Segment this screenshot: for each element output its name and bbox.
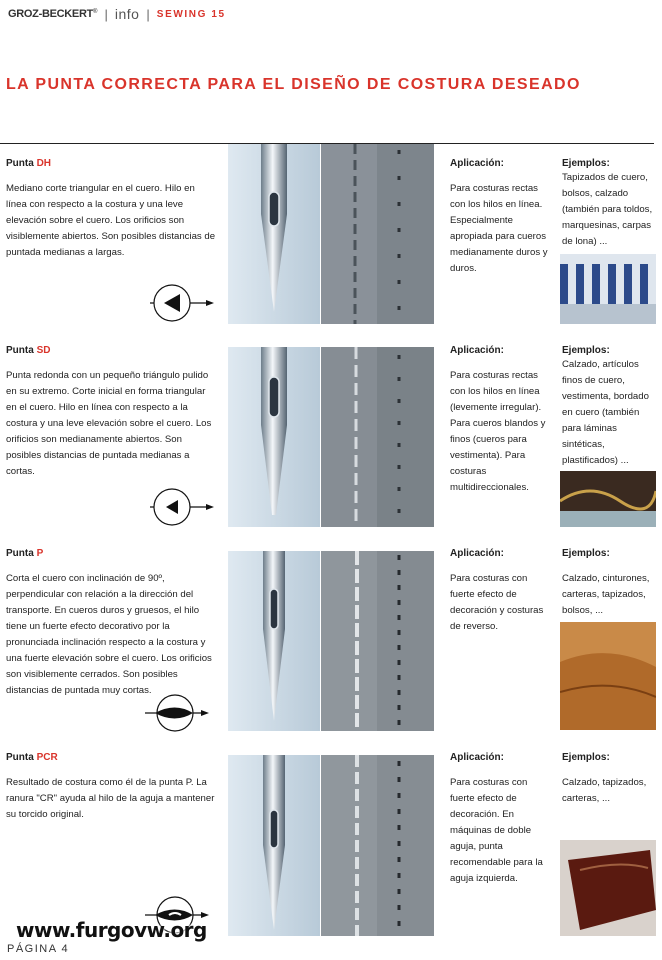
leather-seam-image — [321, 551, 434, 731]
leather-seam-image — [321, 347, 434, 527]
section-dh — [0, 144, 662, 326]
section-sd — [0, 331, 662, 527]
header-series: SEWING 15 — [156, 8, 226, 20]
point-description: Punta redonda con un pequeño triángulo pulido en su extremo. Corte inicial en forma triangular en el cuero. Hilo en línea con respecto a la costura y una leve elevación sobre el cuero. Los orificios son medianamente abiertos. Son posibles distancias de puntada medianas a cortas. — [6, 370, 212, 477]
application-label: Aplicación: — [450, 548, 504, 559]
application-text: Para costuras rectas con los hilos en línea (levemente irregular). Para cueros blandos y finos (cueros para vestimenta). Para costuras multidireccionales. — [450, 370, 546, 493]
brand-logo: GROZ-BECKERT — [8, 8, 94, 20]
application-label: Aplicación: — [450, 752, 504, 763]
header-separator: | — [104, 6, 108, 22]
awning-photo — [560, 254, 656, 324]
cut-symbol-lens-icon — [145, 692, 209, 734]
examples-label: Ejemplos: — [562, 752, 610, 763]
application-text: Para costuras rectas con los hilos en línea. Especialmente apropiada para cueros medianamente duros y duros. — [450, 183, 548, 274]
cut-symbol-triangle-icon — [150, 282, 214, 324]
leather-seam-image — [321, 755, 434, 936]
needle-image — [228, 347, 320, 527]
examples-label: Ejemplos: — [562, 548, 610, 559]
leather-embroidery-photo — [560, 471, 656, 527]
page-header — [8, 6, 226, 22]
needle-image — [228, 755, 320, 936]
application-text: Para costuras con fuerte efecto de decoración y costuras de reverso. — [450, 573, 544, 632]
examples-text: Calzado, cinturones, carteras, tapizados, bolsos, ... — [562, 573, 650, 616]
examples-text: Calzado, tapizados, carteras, ... — [562, 777, 647, 804]
application-label: Aplicación: — [450, 158, 504, 169]
watermark: www.furgovw.org — [16, 918, 207, 942]
page-title: LA PUNTA CORRECTA PARA EL DISEÑO DE COSTURA DESEADO — [6, 76, 581, 93]
application-text: Para costuras con fuerte efecto de decoración. En máquinas de doble aguja, punta recomendable para la aguja izquierda. — [450, 777, 543, 884]
leather-sofa-photo — [560, 622, 656, 730]
needle-image — [228, 144, 320, 324]
header-separator-2: | — [146, 6, 150, 22]
needle-image — [228, 551, 320, 731]
section-pcr — [0, 738, 662, 936]
point-description: Resultado de costura como él de la punta P. La ranura "CR" ayuda al hilo de la aguja a mantener su torcido original. — [6, 777, 215, 820]
point-title: Punta DH — [6, 158, 52, 169]
point-code: P — [36, 548, 44, 559]
point-title: Punta SD — [6, 345, 51, 356]
page-number: PÁGINA 4 — [7, 943, 70, 955]
point-code: DH — [36, 158, 52, 169]
point-description: Mediano corte triangular en el cuero. Hilo en línea con respecto a la costura y una leve elevación sobre el cuero. Los orificios son visiblemente abiertos. Son posibles distancias de puntada medianas a largas. — [6, 183, 216, 258]
point-code: PCR — [36, 752, 58, 763]
examples-label: Ejemplos: — [562, 345, 610, 356]
application-label: Aplicación: — [450, 345, 504, 356]
header-info: info — [114, 6, 140, 22]
point-title: Punta PCR — [6, 752, 58, 763]
examples-label: Ejemplos: — [562, 158, 610, 169]
brand-registered-mark: ® — [93, 9, 98, 15]
point-description: Corta el cuero con inclinación de 90º, perpendicular con relación a la dirección del transporte. En cueros duros y gruesos, el hilo tiene un fuerte efecto decorativo por la pronunciada inclinación respecto a la costura y una fuerte elevación sobre el cuero. Los orificios son visiblemente cerrados. Son posibles distancias de puntada muy cortas. — [6, 573, 212, 696]
point-code: SD — [36, 345, 51, 356]
leather-bag-photo — [560, 840, 656, 936]
examples-text: Calzado, artículos finos de cuero, vestimenta, bordado en cuero (también para láminas sintéticas, plastificados) ... — [562, 359, 649, 466]
point-title: Punta P — [6, 548, 44, 559]
examples-text: Tapizados de cuero, bolsos, calzado (también para toldos, marquesinas, carpas de lona) ... — [562, 172, 653, 247]
section-p — [0, 534, 662, 731]
cut-symbol-round-triangle-icon — [150, 486, 214, 528]
leather-seam-image — [321, 144, 434, 324]
